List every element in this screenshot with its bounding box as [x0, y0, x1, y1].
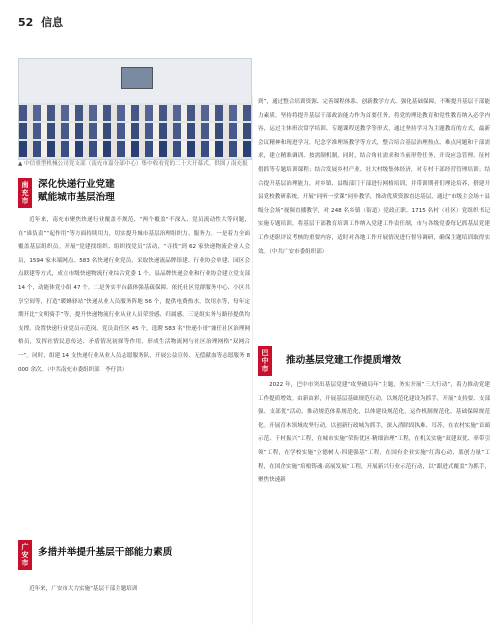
article3-title: 推动基层党建工作提质增效 [286, 355, 402, 366]
article1-title: 深化快递行业党建 赋能城市基层治理 [38, 179, 115, 203]
article1-body: 近年来，南充市聚焦快递行业覆盖不规范、“两个覆盖”不深入、党员流动性大等问题，在“谁负责”“起作用”等方面持续用力，切实提升城市基层治理组织力、服务力。一是着力全面覆盖基层组织员。开展“党建找组织、组织找党员”活动，“寻找”到 62 家快递物流企业人会员，1594 家末端网点、583 名快递行业党员。采取快递流品牌组建、行业协会单建、园区会点联建等方式，成立市级快递物流行业综合党委 1 个，县品牌快递会业和行业协会建立党支部 14 个，动能体党小组 47 个。二是务实平台载体强基疏保障。依托社区党群服务中心、小区共享空间等，打造“暖蜂驿站”快递从业人员服务阵地 56 个，提供电费热水，饮用水等，每年定期开比“文明骑手”等，提升快递物流行业从业人员荣誉感、归属感。三是组实务与路径提供均支撑。设置快递行业党员示范岗、党员责任区 45 个，选聘 583 名“快递小哥”兼任社区治理网格员，发挥社情民意传达、矛盾情况初探等作用，形成生活物流网与社区治理网格“双网合一”。同时，组建 14 支快递行业从业人员志愿服务队，开展公益宣传、无偿献血等志愿服务 8000 余次。（中共南充市委组织部 李仔洪） [18, 217, 252, 373]
column-divider [252, 95, 253, 625]
city-tag-nanchong: 南充市 [18, 178, 32, 208]
city-tag-bazhong: 巴中市 [258, 346, 272, 376]
page-number: 52 [18, 16, 34, 29]
article3-body: 2022 年，巴中市突出基层党建“攻坚破局年”主题，务实开展“三大行动”，着力推动党建工作提质增效。由新由彩，开展基层基础规范行动，以规范化建设为抓手，开展“支持要、支部强、支部优”活动，推动规范体系规范化，以体建设规范化，运作机制规范化、基础保障规范化。开展育木领域攻坚行动，以创新行政城为抓手，深入消除固执难、耳苏，在农村实施“首頭示范、千村振兴”工程，在城市实施“荣衔优区·精细治理”工程，在机关实施“双建双优、率带引领”工程，在学校实施“立德树人·四建强基”工程，在国有企业实施“红海心动、蓝创力量”工程，在国企实施“培根铸魂·高展发展”工程，开展新兴行业示范行动，以“跟进式覆盖”为抓手，聚焦快速新 [258, 382, 490, 484]
photo-caption: ▲ 中信重型机械公司党支部（南充市嘉分部中心）集中收看党的二十大开幕式。供图 / 南充报 [18, 161, 248, 167]
city-tag-guangan: 广安市 [18, 540, 32, 570]
section-name: 信息 [41, 16, 64, 29]
article2-body-continued: 到”，通过整合培训资源、完善课程体系、创新教学方式、强化基础保障，不断提升基层干部能力素质。坚持将提升基层干部政治能力作为首要任务，将党的理论教育和党性教育纳入必学内容，运过主体班次常学培训、专题课程送教学等形式，通过坚持学习为主题教育的方式，最新会议精神和现进学习，纪念学准理场教学等方式，整合培合基层治理热点、难点问题和干部需求，建立精准调训、按需制机制，同时，结合角社需求和当前形势任务，开设应急管理、征村借抓等专题培训课程；结合发展乡村产业、壮大村级集体经济，对专村干部经营管理培训；结合提升基层治理能力，对乡镇、县级部门干部进行网格培训，并带训期者们理论培养，搭建开县党校教研系统，开展“同听一堂课”同步教学，推动优质资源直达基层，通过“市级主会场＋县级分会场”视频直播教学，对 248 名乡镇（街道）党政正职、1715 名村（社区）党组织书记实施专题培训，将基层干部教育培训工作纳入党建工作责任制，市与各级党委每记抓基层党建工作述职评议考核的重要内容，适时对各地工作开展情况进行督导调研，确保主题培训取得实效。（中共广安市委组织部） [258, 99, 490, 255]
page-header [18, 14, 63, 30]
meeting-photo [18, 58, 252, 160]
article2-title: 多措并举提升基层干部能力素质 [38, 547, 173, 558]
tv-screen [121, 67, 153, 89]
article2-body: 近年来，广安市大力实施“基层干部主题培训 [29, 586, 138, 592]
